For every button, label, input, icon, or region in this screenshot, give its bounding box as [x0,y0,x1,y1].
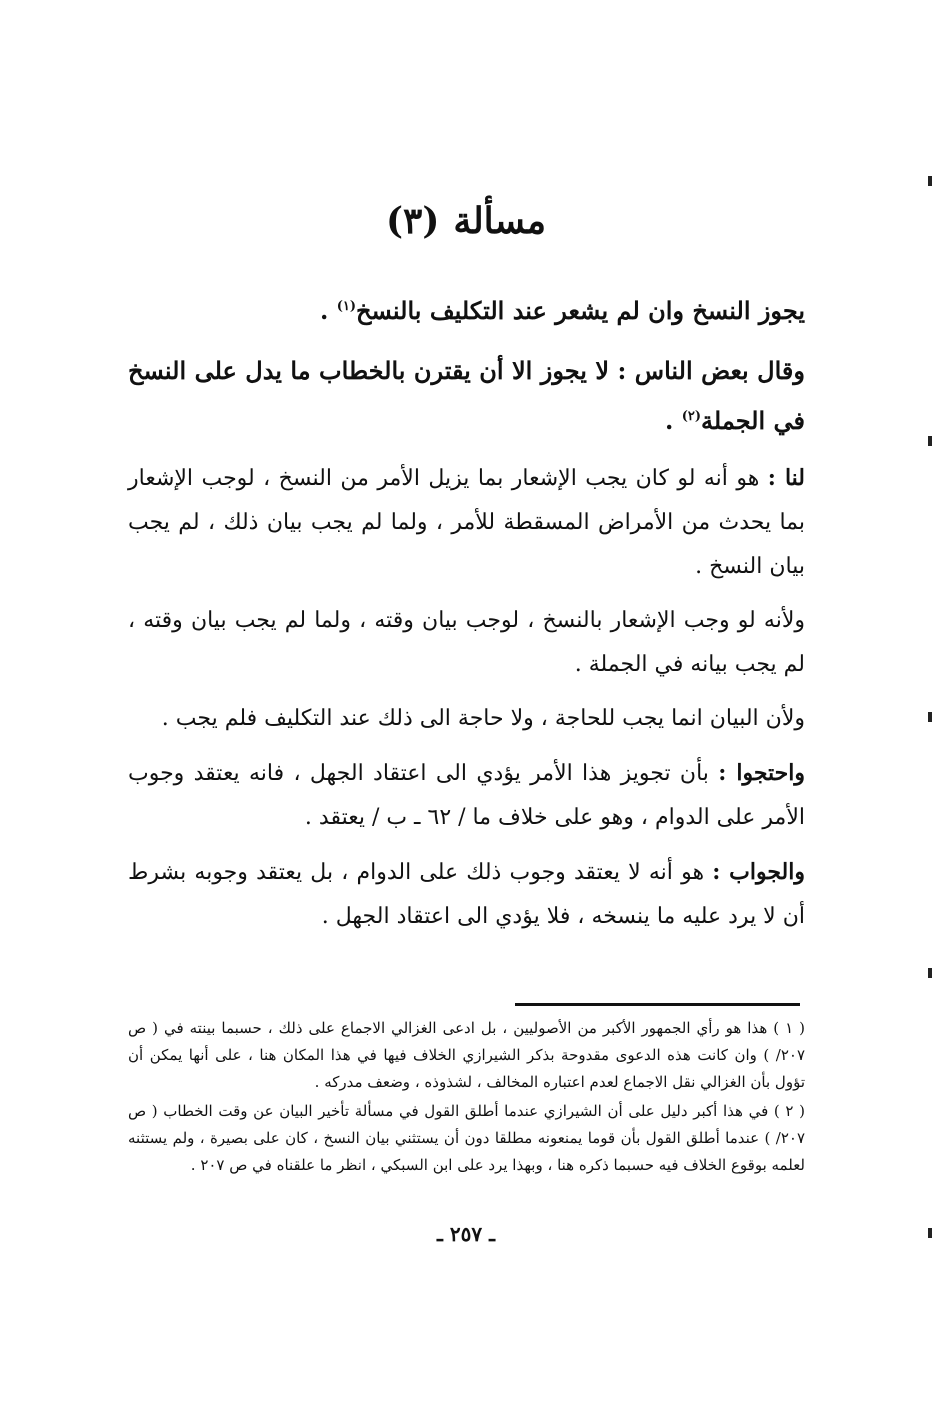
footnote: ( ٢ ) في هذا أكبر دليل على أن الشيرازي عندما أطلق القول في مسألة تأخير البيان عن وقت الخطاب ( ص ٢٠٧/ ) عندما أطلق القول بأن قوما يمنعونه مطلقا دون أن يستثني بيان النسخ ، كان على بصيرة ، ولم يستثنه لعلمه بوقوع الخلاف فيه حسبما ذكره هنا ، وبهذا يرد على ابن السبكي ، انظر ما علقناه في ص ٢٠٧ . [128,1102,805,1174]
main-text [128,286,805,949]
page-number: ـ ٢٥٧ ـ [437,1222,495,1246]
footnote-marker: (١) [336,299,357,314]
footnote: ( ١ ) هذا هو رأي الجمهور الأكبر من الأصوليين ، بل ادعى الغزالي الاجماع على ذلك ، حسبما بينته في ( ص ٢٠٧/ ) وان كانت هذه الدعوى مقدوحة بذكر الشيرازي الخلاف فيها في هذا المكان هنا ، على أنها يمكن أن تؤول بأن الغزالي نقل الاجماع لعدم اعتباره المخالف ، لشذوذه ، وضعف مدركه . [128,1019,805,1091]
paragraph-text: وقال بعض الناس : لا يجوز الا أن يقترن بالخطاب ما يدل على النسخ في الجملة [128,356,805,435]
paragraph-text: يجوز النسخ وان لم يشعر عند التكليف بالنسخ [356,296,805,325]
margin-mark [928,712,932,722]
paragraph-text: ولأنه لو وجب الإشعار بالنسخ ، لوجب بيان وقته ، ولما لم يجب بيان وقته ، لم يجب بيانه في الجملة . [128,608,805,677]
paragraph [128,346,805,446]
paragraph-text: هو أنه لا يعتقد وجوب ذلك على الدوام ، بل يعتقد وجوبه بشرط أن لا يرد عليه ما ينسخه ، فلا يؤدي الى اعتقاد الجهل . [128,860,805,929]
paragraph-text: هو أنه لو كان يجب الإشعار بما يزيل الأمر من النسخ ، لوجب الإشعار بما يحدث من الأمراض المسقطة للأمر ، ولما لم يجب بيان ذلك ، لم يجب بيان النسخ . [128,466,805,579]
paragraph [128,599,805,687]
paragraph-lead: لنا : [767,465,805,491]
paragraph-tail: . [664,406,682,435]
paragraph [128,286,805,336]
heading-word: مسألة [453,200,547,242]
margin-mark [928,1228,932,1238]
paragraph-text: بأن تجويز هذا الأمر يؤدي الى اعتقاد الجهل ، فانه يعتقد وجوب الأمر على الدوام ، وهو على خلاف ما / ٦٢ ـ ب / يعتقد . [128,761,805,830]
paragraph [128,850,805,939]
footnotes [128,1015,805,1181]
margin-mark [928,968,932,978]
paragraph-text: ولأن البيان انما يجب للحاجة ، ولا حاجة الى ذلك عند التكليف فلم يجب . [161,706,805,731]
paragraph-lead: واحتجوا : [718,760,805,786]
footnote-marker: (٢) [681,409,701,424]
heading-number: (٣) [385,200,440,242]
paragraph-lead: والجواب : [712,859,805,885]
margin-mark [928,436,932,446]
margin-mark [928,176,932,186]
paragraph-tail: . [320,296,337,325]
paragraph [128,697,805,741]
paragraph [128,456,805,589]
section-heading [0,196,932,246]
paragraph [128,751,805,840]
footnote-divider [515,1003,800,1006]
